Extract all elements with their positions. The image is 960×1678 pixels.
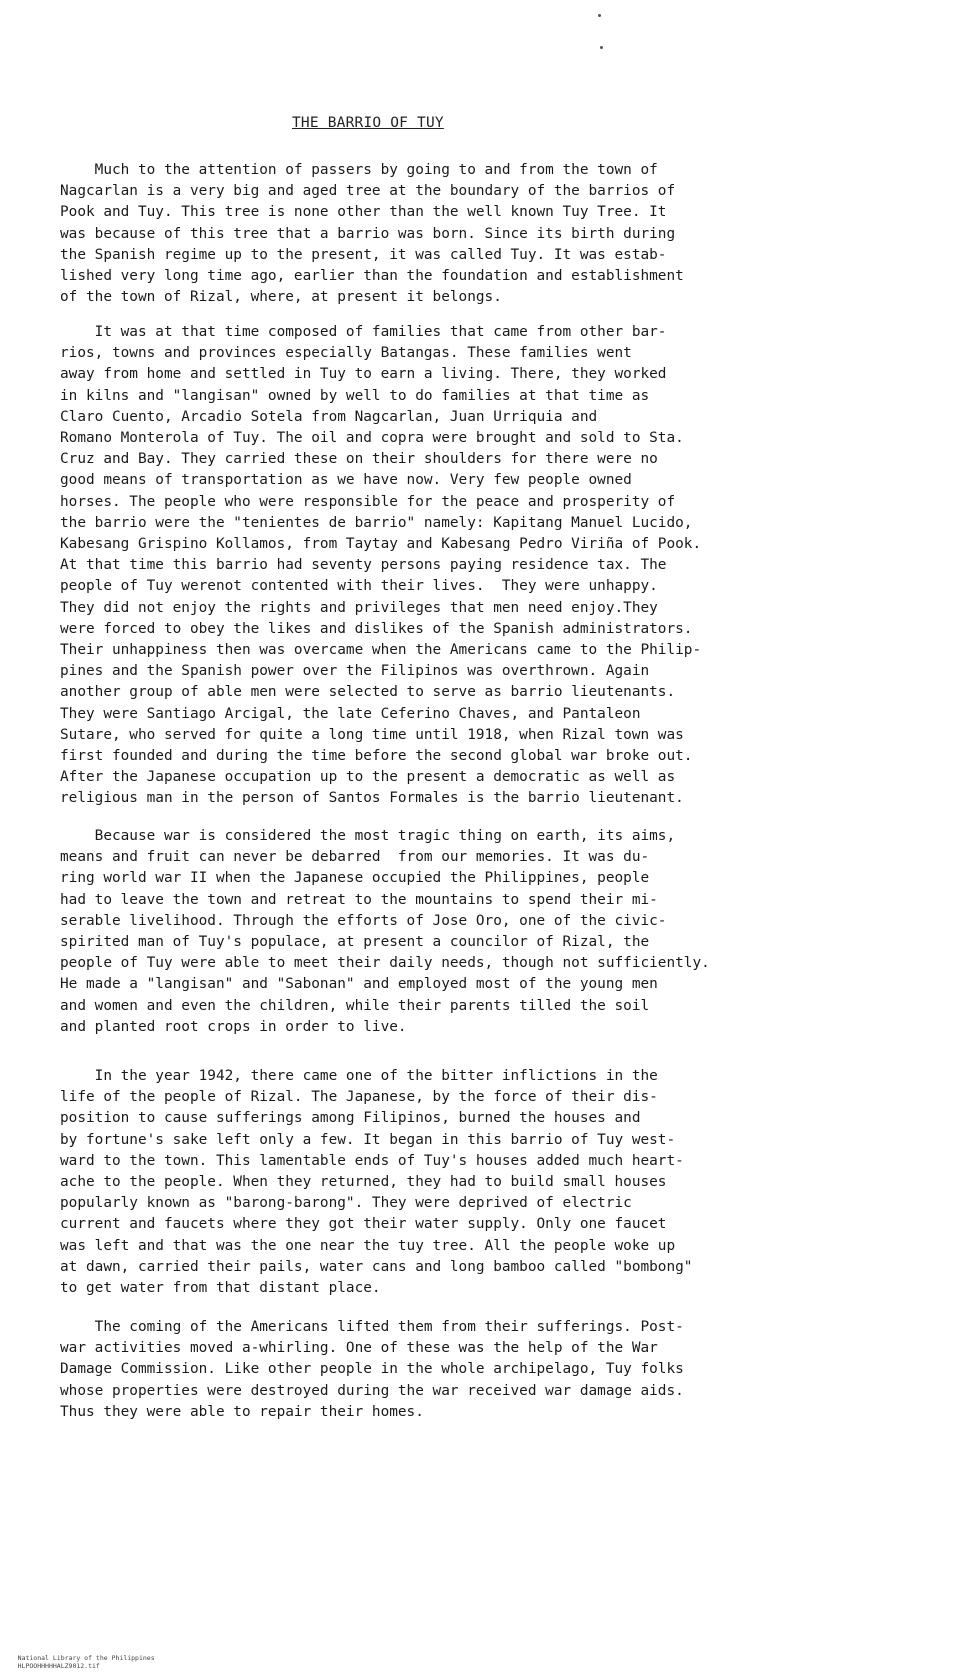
paragraph-5 xyxy=(60,1317,840,1423)
text-line: Cruz and Bay. They carried these on their shoulders for there were no xyxy=(60,451,658,468)
text-line: Their unhappiness then was overcame when the Americans came to the Philip- xyxy=(60,642,702,659)
text-line: serable livelihood. Through the efforts of Jose Oro, one of the civic- xyxy=(60,912,667,929)
text-line: horses. The people who were responsible for the peace and prosperity of xyxy=(60,493,676,510)
text-line: were forced to obey the likes and dislikes of the Spanish administrators. xyxy=(60,620,693,637)
text-line: to get water from that distant place. xyxy=(60,1280,381,1297)
text-line: It was at that time composed of families that came from other bar- xyxy=(60,324,667,340)
text-line: had to leave the town and retreat to the mountains to spend their mi- xyxy=(60,891,658,908)
text-line: Thus they were able to repair their homes. xyxy=(60,1403,424,1420)
paragraph-4 xyxy=(60,1066,840,1299)
text-line: They were Santiago Arcigal, the late Ceferino Chaves, and Pantaleon xyxy=(60,705,641,722)
text-line: Sutare, who served for quite a long time until 1918, when Rizal town was xyxy=(60,726,684,743)
text-line: lished very long time ago, earlier than the foundation and establishment xyxy=(60,268,684,285)
text-line: Pook and Tuy. This tree is none other than the well known Tuy Tree. It xyxy=(60,204,667,221)
text-line: life of the people of Rizal. The Japanese, by the force of their dis- xyxy=(60,1089,658,1106)
text-line: rios, towns and provinces especially Batangas. These families went xyxy=(60,345,632,362)
text-line: current and faucets where they got their water supply. Only one faucet xyxy=(60,1216,667,1233)
text-line: ache to the people. When they returned, they had to build small houses xyxy=(60,1174,667,1191)
text-line: After the Japanese occupation up to the present a democratic as well as xyxy=(60,769,676,786)
text-line: spirited man of Tuy's populace, at present a councilor of Rizal, the xyxy=(60,934,650,951)
text-line: Nagcarlan is a very big and aged tree at the boundary of the barrios of xyxy=(60,183,676,200)
text-line: religious man in the person of Santos Formales is the barrio lieutenant. xyxy=(60,790,684,807)
text-line: Claro Cuento, Arcadio Sotela from Nagcarlan, Juan Urriquia and xyxy=(60,408,598,425)
text-line: was because of this tree that a barrio was born. Since its birth during xyxy=(60,225,676,242)
text-line: at dawn, carried their pails, water cans and long bamboo called "bombong" xyxy=(60,1258,693,1275)
text-line: means and fruit can never be debarred from our memories. It was du- xyxy=(60,849,650,866)
scan-speck xyxy=(598,14,601,17)
text-line: was left and that was the one near the tuy tree. All the people woke up xyxy=(60,1237,676,1254)
text-line: people of Tuy werenot contented with their lives. They were unhappy. xyxy=(60,578,658,595)
text-line: Much to the attention of passers by going to and from the town of xyxy=(60,162,658,178)
text-line: Romano Monterola of Tuy. The oil and copra were brought and sold to Sta. xyxy=(60,430,684,447)
text-line: popularly known as "barong-barong". They were deprived of electric xyxy=(60,1195,632,1212)
text-line: ring world war II when the Japanese occupied the Philippines, people xyxy=(60,870,650,887)
text-line: and planted root crops in order to live. xyxy=(60,1018,407,1035)
text-line: first founded and during the time before the second global war broke out. xyxy=(60,748,693,765)
text-line: and women and even the children, while their parents tilled the soil xyxy=(60,997,650,1014)
text-line: the barrio were the "tenientes de barrio" namely: Kapitang Manuel Lucido, xyxy=(60,514,693,531)
text-line: position to cause sufferings among Filipinos, burned the houses and xyxy=(60,1110,641,1127)
text-line: Damage Commission. Like other people in the whole archipelago, Tuy folks xyxy=(60,1361,684,1378)
text-line: In the year 1942, there came one of the bitter inflictions in the xyxy=(60,1068,658,1084)
text-line: At that time this barrio had seventy persons paying residence tax. The xyxy=(60,557,667,574)
footer-source: National Library of the Philippines xyxy=(17,1654,155,1662)
paragraph-2 xyxy=(60,322,840,810)
text-line: war activities moved a-whirling. One of these was the help of the War xyxy=(60,1340,658,1357)
text-line: away from home and settled in Tuy to earn a living. There, they worked xyxy=(60,366,667,383)
text-line: by fortune's sake left only a few. It began in this barrio of Tuy west- xyxy=(60,1131,676,1148)
footer-file-id: HLPOOHHHHHALZ9012.tif xyxy=(17,1662,100,1670)
text-line: good means of transportation as we have now. Very few people owned xyxy=(60,472,632,489)
text-line: people of Tuy were able to meet their daily needs, though not sufficiently. xyxy=(60,955,710,972)
paragraph-1 xyxy=(60,160,840,308)
scan-speck xyxy=(600,46,603,49)
text-line: He made a "langisan" and "Sabonan" and employed most of the young men xyxy=(60,976,658,993)
text-line: pines and the Spanish power over the Filipinos was overthrown. Again xyxy=(60,663,650,680)
scan-footer xyxy=(2,1646,177,1678)
document-title: THE BARRIO OF TUY xyxy=(292,115,444,131)
text-line: ward to the town. This lamentable ends of Tuy's houses added much heart- xyxy=(60,1152,684,1169)
text-line: whose properties were destroyed during the war received war damage aids. xyxy=(60,1382,684,1399)
paragraph-3 xyxy=(60,826,840,1038)
text-line: Kabesang Grispino Kollamos, from Taytay and Kabesang Pedro Viriña of Pook. xyxy=(60,536,702,553)
text-line: another group of able men were selected to serve as barrio lieutenants. xyxy=(60,684,676,701)
text-line: The coming of the Americans lifted them from their sufferings. Post- xyxy=(60,1319,684,1335)
text-line: of the town of Rizal, where, at present it belongs. xyxy=(60,289,502,306)
text-line: They did not enjoy the rights and privileges that men need enjoy.They xyxy=(60,599,658,616)
text-line: in kilns and "langisan" owned by well to do families at that time as xyxy=(60,387,650,404)
text-line: the Spanish regime up to the present, it was called Tuy. It was estab- xyxy=(60,246,667,263)
text-line: Because war is considered the most tragic thing on earth, its aims, xyxy=(60,828,676,844)
